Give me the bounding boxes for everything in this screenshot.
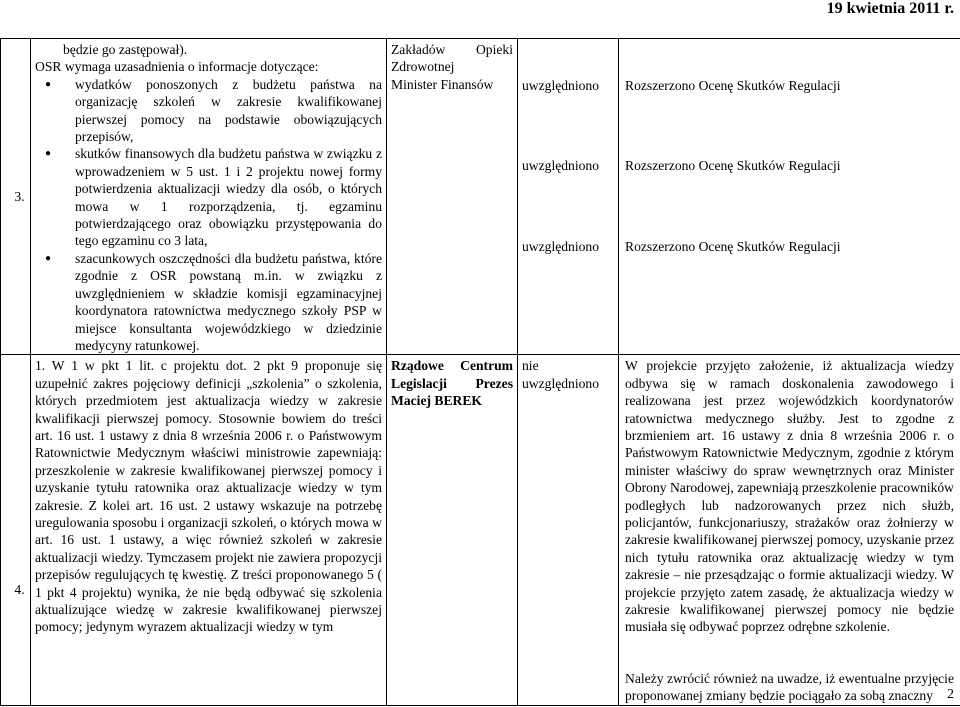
list-item: ● wydatków ponoszonych z budżetu państwa na organizację szkoleń w zakresie kwalifikowanej pierwszej pomocy na podstawie obowiązujących przepisów, <box>75 76 382 146</box>
document-date: 19 kwietnia 2011 r. <box>826 0 954 17</box>
submitter-name-line: Minister Finansów <box>391 76 494 92</box>
list-item: ● szacunkowych oszczędności dla budżetu państwa, które zgodnie z OSR powstaną m.in. w związku z uwzględnieniem w składzie komisji egzaminacyjnej koordynatora ratownictwa medycznego szkoły PSP w miejsce konsultanta wojewódzkiego w dziedzinie medycyny ratunkowej. <box>75 250 382 354</box>
submitter-name-line: Zakładów Opieki <box>391 42 513 57</box>
row-number: 3. <box>14 188 25 204</box>
explanation-cell <box>619 39 960 355</box>
explanation-cell <box>619 355 960 705</box>
comments-table <box>0 38 960 706</box>
table-row <box>1 39 960 355</box>
submitter-cell <box>387 355 518 705</box>
status-text: uwzględniono <box>522 78 600 93</box>
row-number-cell <box>1 355 31 705</box>
comment-intro-top: będzie go zastępował). <box>63 42 188 57</box>
status-text: uwzględniono <box>522 238 600 254</box>
page-number: 2 <box>947 687 954 702</box>
status-cell <box>518 39 619 355</box>
explanation-text: Rozszerzono Ocenę Skutków Regulacji <box>625 78 841 93</box>
submitter-name-line: Zdrowotnej <box>391 59 455 75</box>
submitter-name-line: Maciej BEREK <box>391 393 482 409</box>
comment-bullet-list <box>35 76 382 355</box>
comment-cell <box>31 39 387 355</box>
row-number: 4. <box>14 582 25 598</box>
explanation-paragraph: W projekcie przyjęto założenie, iż aktualizacja wiedzy odbywa się w ramach doskonalenia zawodowego i realizowana jest przez wojewódzkich koordynatorów ratownictwa medycznego służby. Jest to zgodne z brzmieniem art. 16 ustawy z dnia 8 września 2006 r. o Państwowym Ratownictwie Medycznym, zgodnie z którym minister właściwy do spraw wewnętrznych oraz Minister Obrony Narodowej, zapewniają przeszkolenie pracowników podległych lub nadzorowanych przez nich służb, policjantów, funkcjonariuszy, strażaków oraz żołnierzy w zakresie kwalifikowanej pierwszej pomocy, uzyskanie przez nich tytułu ratownika oraz aktualizację wiedzy w tym zakresie – nie przesądzając o formie aktualizacji wiedzy. W projekcie przyjęto zatem zasadę, że aktualizacja wiedzy w zakresie kwalifikowanej pierwszej pomocy nie będzie musiała się odbywać poprzez odrębne szkolenie. <box>625 358 954 635</box>
submitter-cell <box>387 39 518 355</box>
status-cell <box>518 355 619 705</box>
list-item: ● skutków finansowych dla budżetu państwa w związku z wprowadzeniem w 5 ust. 1 i 2 projektu nowej formy potwierdzenia aktualizacji wiedzy dla osób, o których mowa w 1 rozporządzenia, tj. egzaminu potwierdzającego oraz obowiązku przystępowania do tego egzaminu co 3 lata, <box>75 145 382 249</box>
status-text: uwzględniono <box>522 158 600 174</box>
submitter-name-line: Legislacji Prezes <box>391 375 513 391</box>
table-row <box>1 355 960 705</box>
row-number-cell <box>1 39 31 355</box>
status-text: uwzględniono <box>522 375 600 391</box>
explanation-paragraph: Należy zwrócić również na uwadze, iż ewentualne przyjęcie proponowanej zmiany będzie pociągało za sobą znaczny <box>625 670 954 704</box>
status-text: nie <box>522 358 539 374</box>
comment-text: 1. W 1 w pkt 1 lit. c projektu dot. 2 pkt 9 proponuje się uzupełnić zakres pojęciowy definicji „szkolenia” o szkolenia, których przedmiotem jest aktualizacja wiedzy w zakresie kwalifikacji pierwszej pomocy. Stosownie bowiem do treści art. 16 ust. 1 ustawy z dnia 8 września 2006 r. o Państwowym Ratownictwie Medycznym właściwi ministrowie zapewniają: przeszkolenie w zakresie kwalifikowanej pierwszej pomocy i uzyskanie tytułu ratownika oraz aktualizacje wiedzy w tym zakresie. Z kolei art. 16 ust. 2 ustawy wskazuje na potrzebę uregulowania sposobu i organizacji szkoleń, o których mowa w art. 16 ust. 1 ustawy, a więc również szkoleń w zakresie aktualizacji wiedzy. Tymczasem projekt nie zawiera propozycji przepisów regulujących tę kwestię. Z treści proponowanego 5 ( 1 pkt 4 projektu) wynika, że nie będą odbywać się szkolenia aktualizujące wiedzę w zakresie kwalifikowanej pierwszej pomocy; jedynym wyrazem aktualizacji wiedzy w tym <box>35 358 382 635</box>
explanation-text: Rozszerzono Ocenę Skutków Regulacji <box>625 158 841 174</box>
submitter-name-line: Rządowe Centrum <box>391 358 513 374</box>
explanation-text: Rozszerzono Ocenę Skutków Regulacji <box>625 238 841 254</box>
comment-intro: OSR wymaga uzasadnienia o informacje dotyczące: <box>35 59 319 75</box>
comment-cell <box>31 355 387 705</box>
